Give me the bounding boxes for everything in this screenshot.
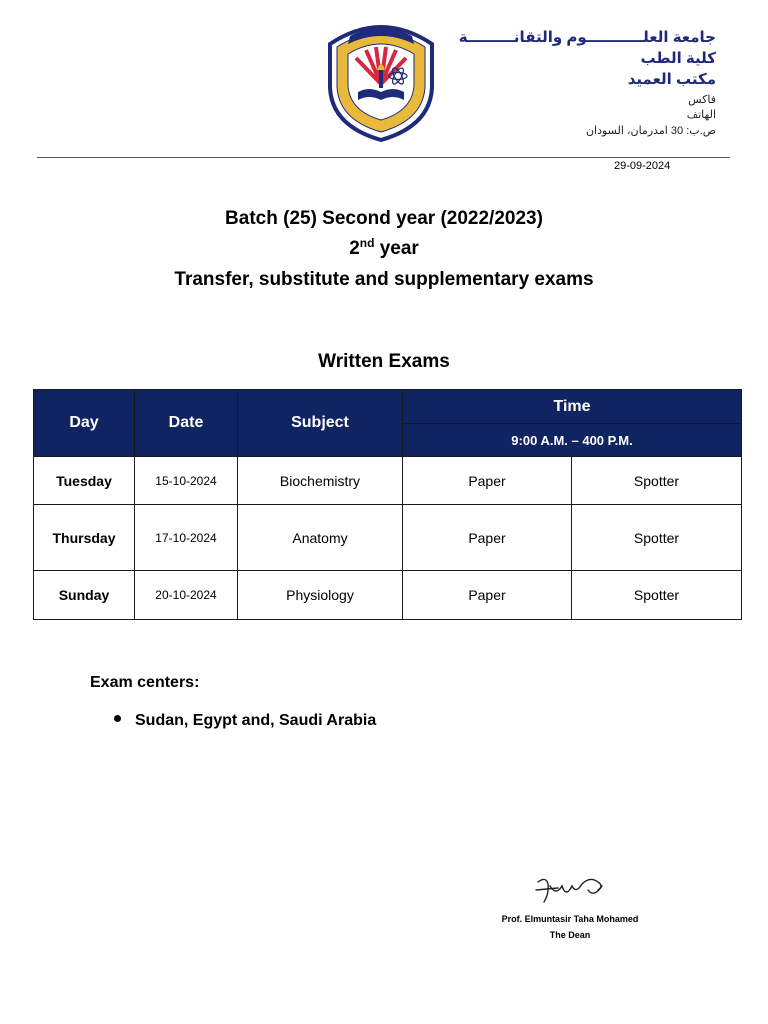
office-name-arabic: مكتب العميد xyxy=(627,71,716,88)
list-item xyxy=(114,712,376,730)
row-subject: Physiology xyxy=(238,571,403,620)
table-row xyxy=(34,457,742,505)
header-time: Time xyxy=(403,390,742,424)
row-date: 15-10-2024 xyxy=(135,457,238,505)
table-row xyxy=(34,505,742,571)
row-spotter: Spotter xyxy=(572,505,742,571)
year-title xyxy=(0,238,768,260)
fax-label: فاكس xyxy=(688,94,716,106)
row-spotter: Spotter xyxy=(572,571,742,620)
row-paper: Paper xyxy=(403,457,572,505)
exam-center-text: Sudan, Egypt and, Saudi Arabia xyxy=(135,712,377,729)
document-date: 29-09-2024 xyxy=(614,160,671,172)
bullet-icon xyxy=(114,715,121,722)
exam-centers-heading: Exam centers: xyxy=(90,674,200,691)
table-row xyxy=(34,571,742,620)
faculty-name-arabic: كلية الطب xyxy=(640,50,716,67)
university-name-arabic: جامعة العلـــــــــــوم والتقانـــــــــة xyxy=(458,29,716,46)
row-paper: Paper xyxy=(403,505,572,571)
row-date: 17-10-2024 xyxy=(135,505,238,571)
year-number: 2 xyxy=(349,238,360,259)
row-paper: Paper xyxy=(403,571,572,620)
row-spotter: Spotter xyxy=(572,457,742,505)
pobox-address: ص.ب: 30 امدرمان، السودان xyxy=(585,125,716,137)
year-ordinal-suffix: nd xyxy=(359,236,375,250)
dean-name: Prof. Elmuntasir Taha Mohamed xyxy=(501,914,639,924)
university-logo xyxy=(322,14,440,142)
row-date: 20-10-2024 xyxy=(135,571,238,620)
dean-signature xyxy=(532,872,610,908)
year-word: year xyxy=(374,238,419,259)
header-date: Date xyxy=(135,390,238,457)
row-day: Tuesday xyxy=(34,457,135,505)
exams-title: Transfer, substitute and supplementary exams xyxy=(174,269,594,290)
batch-title: Batch (25) Second year (2022/2023) xyxy=(225,208,543,229)
exam-schedule-table xyxy=(33,389,742,620)
header-time-range: 9:00 A.M. – 400 P.M. xyxy=(403,424,742,457)
written-exams-heading: Written Exams xyxy=(318,351,450,372)
header-subject: Subject xyxy=(238,390,403,457)
row-day: Thursday xyxy=(34,505,135,571)
row-subject: Biochemistry xyxy=(238,457,403,505)
row-subject: Anatomy xyxy=(238,505,403,571)
header-day: Day xyxy=(34,390,135,457)
row-day: Sunday xyxy=(34,571,135,620)
phone-label: الهاتف xyxy=(686,109,716,121)
dean-title: The Dean xyxy=(549,930,591,940)
header-divider xyxy=(37,157,730,158)
